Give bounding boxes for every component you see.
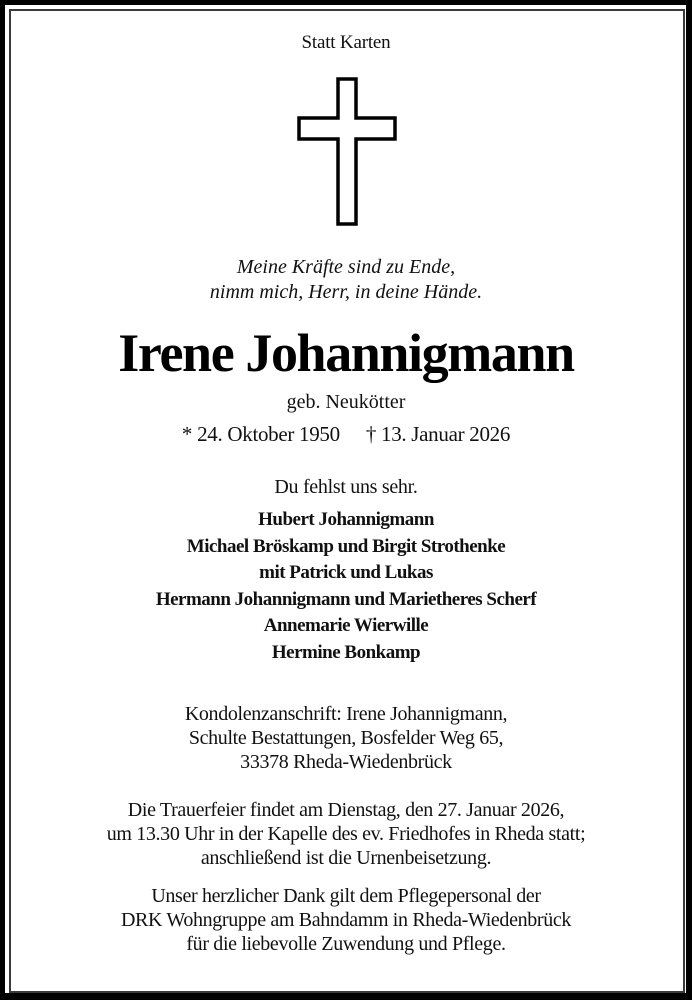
mourner: Hermann Johannigmann und Marietheres Scherf (155, 588, 537, 610)
header-statt-karten: Statt Karten (301, 32, 391, 53)
service-line: anschließend ist die Urnenbeisetzung. (200, 847, 492, 869)
mourners-list (0, 507, 692, 666)
address-line: Kondolenzanschrift: Irene Johannigmann, (184, 703, 508, 725)
funeral-service-info (0, 798, 692, 870)
mourner: Hermine Bonkamp (271, 641, 421, 663)
thanks-note (0, 884, 692, 956)
life-dates (0, 420, 692, 448)
mourner: Michael Bröskamp und Birgit Strothenke (186, 535, 506, 557)
address-line: Schulte Bestattungen, Bosfelder Weg 65, (188, 727, 504, 749)
thanks-line: für die liebevolle Zuwendung und Pflege. (186, 933, 506, 955)
thanks-line: DRK Wohngruppe am Bahndamm in Rheda-Wiedenbrück (120, 909, 572, 931)
quote-line: Meine Kräfte sind zu Ende, (236, 256, 456, 278)
farewell-line: Du fehlst uns sehr. (274, 476, 418, 498)
maiden-name: geb. Neukötter (286, 391, 406, 413)
service-line: um 13.30 Uhr in der Kapelle des ev. Friedhofes in Rheda statt; (106, 823, 586, 845)
thanks-line: Unser herzlicher Dank gilt dem Pflegepersonal der (151, 885, 541, 907)
mourner: mit Patrick und Lukas (259, 562, 433, 583)
quote-line: nimm mich, Herr, in deine Hände. (209, 281, 483, 303)
death-date: † 13. Januar 2026 (365, 422, 511, 446)
mourner: Hubert Johannigmann (258, 509, 434, 530)
deceased-name: Irene Johannigmann (118, 323, 574, 383)
condolence-address (0, 702, 692, 774)
cross-icon (296, 77, 398, 227)
birth-date: * 24. Oktober 1950 (181, 422, 340, 446)
address-line: 33378 Rheda-Wiedenbrück (240, 751, 452, 773)
bible-quote (0, 255, 692, 305)
service-line: Die Trauerfeier findet am Dienstag, den 27. Januar 2026, (127, 799, 565, 821)
mourner: Annemarie Wierwille (263, 615, 429, 636)
